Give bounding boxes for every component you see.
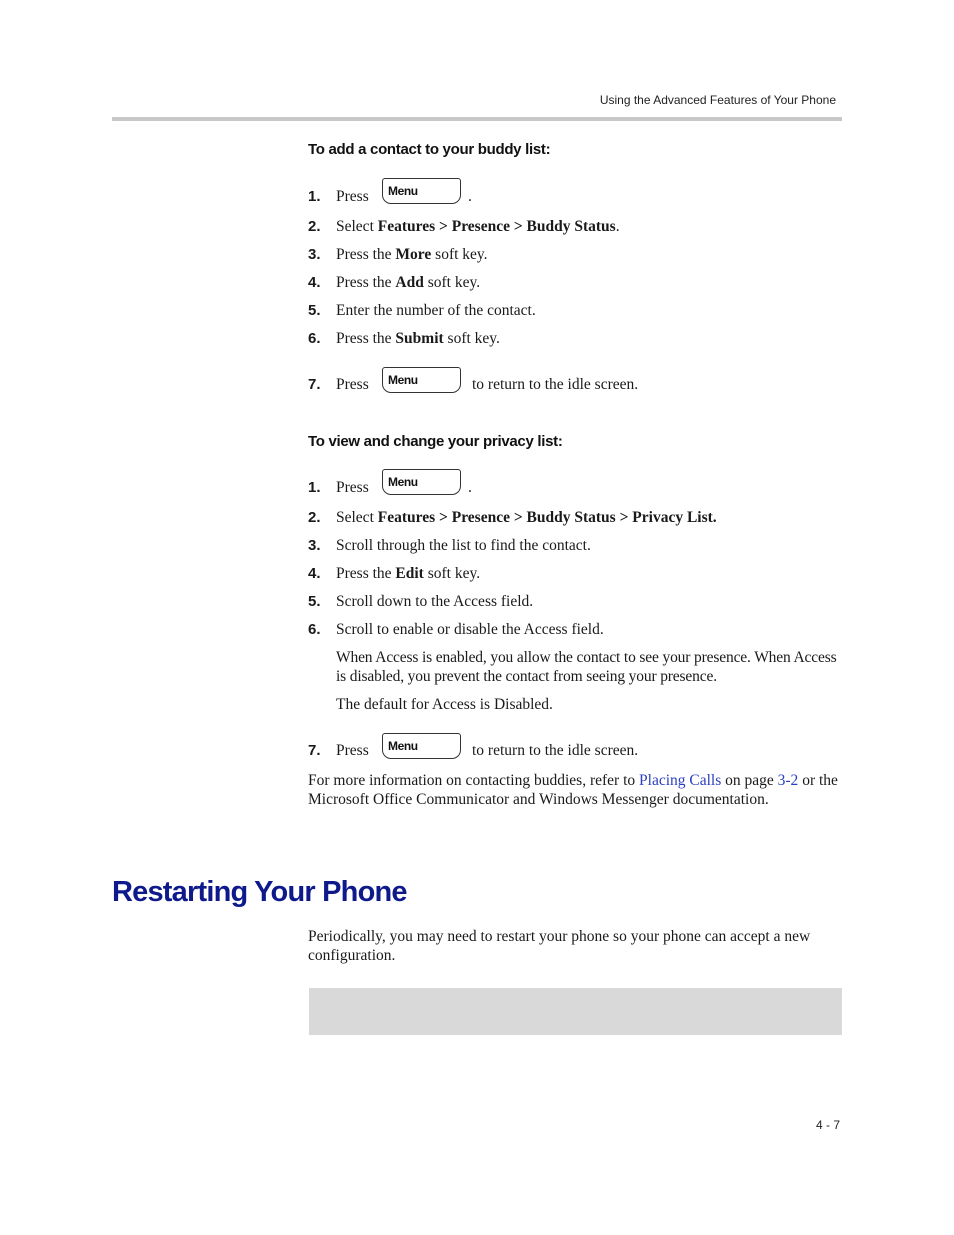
access-note: When Access is enabled, you allow the contact to see your presence. When Access is disabled, you prevent the contact from seeing your presence. xyxy=(336,649,837,685)
more-info-paragraph: For more information on contacting buddies, refer to Placing Calls on page 3-2 or the Microsoft Office Communicator and Windows Messenger documentation. xyxy=(308,772,838,808)
soft-key-name: Edit xyxy=(395,565,424,582)
page-number: 4 - 7 xyxy=(815,1118,840,1132)
header-rule xyxy=(112,117,842,121)
step-suffix: . xyxy=(468,188,472,205)
running-header: Using the Advanced Features of Your Phone xyxy=(599,93,836,107)
procedure-title-privacy-list: To view and change your privacy list: xyxy=(308,433,563,450)
menu-path: Features > Presence > Buddy Status xyxy=(377,218,616,235)
menu-key-icon: Menu xyxy=(382,469,461,495)
soft-key-name: More xyxy=(395,246,432,263)
shaded-box xyxy=(309,988,842,1035)
section-heading: Restarting Your Phone xyxy=(112,876,407,908)
step-number: 1. xyxy=(308,188,321,205)
page-3-2-link[interactable]: 3-2 xyxy=(777,772,799,789)
procedure-title-add-contact: To add a contact to your buddy list: xyxy=(308,141,551,158)
soft-key-name: Submit xyxy=(395,330,444,347)
access-default-note: The default for Access is Disabled. xyxy=(336,696,553,713)
section-intro: Periodically, you may need to restart your phone so your phone can accept a new configuration. xyxy=(308,928,811,964)
soft-key-name: Add xyxy=(395,274,424,291)
placing-calls-link[interactable]: Placing Calls xyxy=(639,772,722,789)
menu-key-icon: Menu xyxy=(382,178,461,204)
menu-key-icon: Menu xyxy=(382,733,461,759)
menu-path: Features > Presence > Buddy Status > Privacy List. xyxy=(377,509,717,526)
step-text: Press xyxy=(336,188,369,205)
menu-key-icon: Menu xyxy=(382,367,461,393)
